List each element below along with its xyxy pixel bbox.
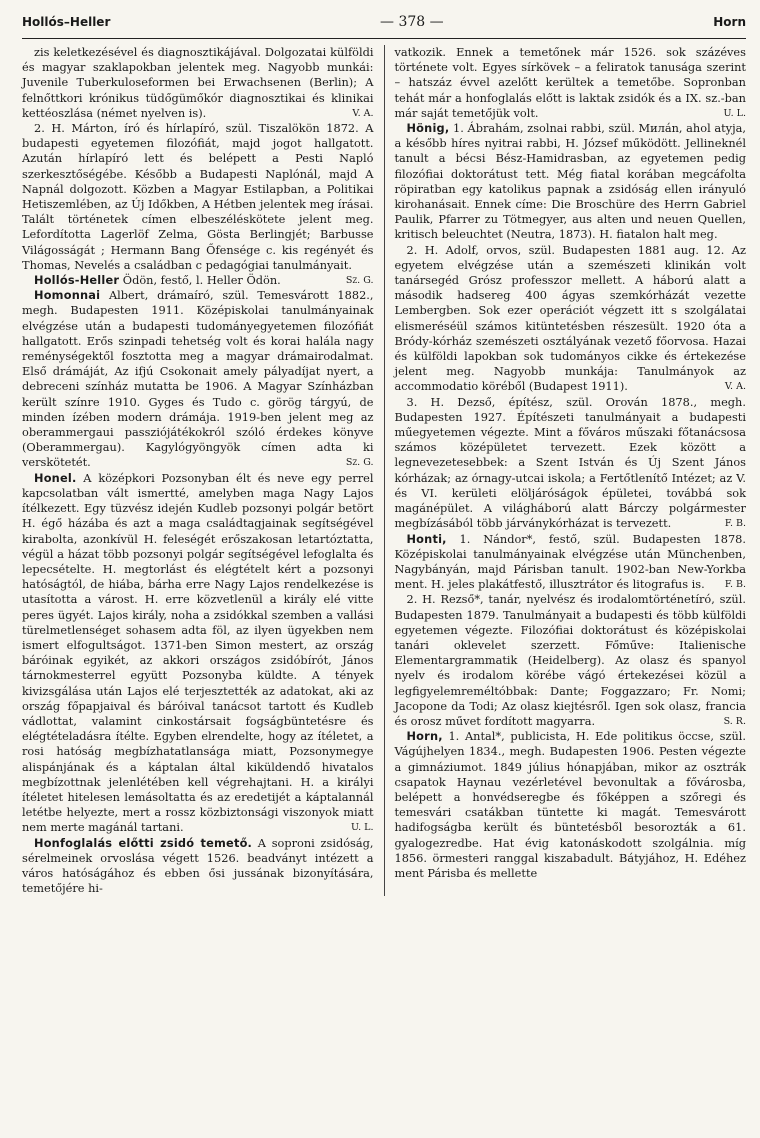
columns <box>22 45 746 896</box>
entry-text: Ödön, festő, l. Heller Ödön. <box>119 273 281 288</box>
dictionary-entry <box>394 121 746 243</box>
author-signature: F. B. <box>724 518 746 530</box>
header-left-term: Hollós–Heller <box>22 15 111 29</box>
header-rule <box>22 38 746 39</box>
entry-text: A középkori Pozsonyban élt és neve egy perrel kapcsolatban vált ismertté, amelyben maga Nagy Lajos ítélkezett. Egy tüzvész idején Kudleb pozsonyi polgár betört H. égő házába és azt a maga családtagjainak segítségével kirabolta, azonkívül H. feleségét erőszakosan letartóztatta, végül a házat több pozsonyi polgár segítségével lefoglalta és lepecsételte. H. megtorlást és elégtételt kért a pozsonyi hatóságtól, de hiába, bárha erre Nagy Lajos rendelkezése is utasította a várost. H. erre közvetlenül a király elé vitte peres ügyét. Lajos király, noha a zsidókkal szemben a vallási türelmetlenséget sohasem adta föl, az ilyen ügyekben nem ismert elfogultságot. 1371-ben Simon mestert, az ország báróinak egyikét, az akkori országos zsidóbírót, János tárnokmesterrel együtt Pozsonyba küldte. A tények kivizsgálása után Lajos elé terjesztették az adatokat, aki az ország főpapjaival és báróival tanácsot tartott és Kudleb vádlottat, valamint cinkostársait fogságbüntetésre és elégtételadásra ítélte. Egyben elrendelte, hogy az ítéletet, a rosi hatóság megbízhatatlansága miatt, Pozsonymegye alispánjának és a káptalan által kiküldendő hivatalos megbízottnak jelenlétében kell végrehajtani. H. a királyi ítéletet hitelesen lemásoltatta és az eredetijét a káptalannál letétbe helyezte, mert a rossz közbiztonsági viszonyok miatt nem merte magánál tartani. <box>22 470 374 835</box>
right-column <box>394 45 746 896</box>
author-signature: U. L. <box>723 107 746 119</box>
dictionary-entry <box>394 729 746 881</box>
entry-text: vatkozik. Ennek a temetőnek már 1526. sok százéves története volt. Egyes sírkövek – a feliratok tanusága szerint – hatszáz évvel azelőtt kerültek a temetőbe. Sopronban tehát már a honfoglalás előtt is laktak zsidók és a IX. sz.-ban már saját temetőjük volt. <box>394 45 746 120</box>
entry-text: Albert, drámaíró, szül. Temesvárott 1882., megh. Budapesten 1911. Középiskolai tanulmányainak elvégzése után a budapesti tudományegyetemen filozófiát hallgatott. Erős szinpadi tehetség volt és korai halála nagy reménységektől fosztotta meg a magyar drámairodalmat. Első drámáját, Az ifjú Csokonait amely pályadíjat nyert, a debreceni színház mutatta be 1906. A Magyar Színházban került színre 1910. Gyges és Tudo c. görög tárgyú, de minden ízében modern drámája. 1919-ben jelent meg az oberammergaui passziójátékokról szóló érdekes könyve (Oberammergau). Kagylógyöngyök címen adta ki verskötetét. <box>22 288 374 470</box>
page-number: — 378 — <box>380 14 444 30</box>
dictionary-entry <box>22 471 374 836</box>
entry-headword: Honel. <box>34 470 77 485</box>
entry-headword: Hollós-Heller <box>34 273 120 288</box>
entry-headword: Homonnai <box>34 288 101 303</box>
author-signature: U. L. <box>350 822 374 834</box>
author-signature: Sz. G. <box>345 275 374 287</box>
entry-headword: Honti, <box>406 531 447 546</box>
entry-text: 1. Antal*, publicista, H. Ede politikus öccse, szül. Vágújhelyen 1834., megh. Budapesten 1906. Pesten végezte a gimnáziumot. 1849 július hónapjában, mikor az osztrák csapatok Haynau vezérletével bevonultak a fővárosba, belépett a honvédseregbe és főképpen a szőregi és temesvári csatákban tüntette ki magát. Temesvárott hadifogságba került és büntetésből besorozták a 61. gyalogezredbe. Hat évig katonáskodott szolgálnia. míg 1856. örmesteri ranggal kiszabadult. Bátyjához, H. Edéhez ment Párisba és mellette <box>394 729 746 880</box>
entry-text: 3. H. Dezső, építész, szül. Orován 1878., megh. Budapesten 1927. Építészeti tanulmányait a budapesti műegyetemen végezte. Mint a főváros műszaki főtanácsosa számos középületet tervezett. Ezek között a legnevezetesebbek: a Szent István és Új Szent János kórházak; az órnagy-utcai iskola; a Fertőtlenítő Intézet; az V. és VI. kerületi elöljáróságok épületei, továbbá sok magánépület. A világháború alatt Bárczy polgármester megbízásából több járványkórházat is tervezett. <box>394 394 746 531</box>
entry-text: 1. Ábrahám, zsolnai rabbi, szül. Милán, ahol atyja, a később híres nyitrai rabbi, H. József működött. Jellineknél tanult a bécsi Bész-Hamidrasban, az egyetemen pedig filozófiai doktorátust tett. Még fiatal korában megcáfolta röpiratban egy katolikus papnak a zsidóság ellen irányuló kirohanásait. Ennek címe: Die Broschüre des Herrn Gabriel Paulik, Pfarrer zu Tötmegyer, aus alten und neuen Quellen, kritisch beleuchtet (Neutra, 1873). H. fiatalon halt meg. <box>394 121 746 242</box>
author-signature: S. R. <box>723 715 746 727</box>
header-right-term: Horn <box>713 15 746 29</box>
entry-text: 1. Nándor*, festő, szül. Budapesten 1878. Középiskolai tanulmányainak elvégzése után Münchenben, Nagybányán, majd Párisban tanult. 1902-ban New-Yorkba ment. H. jeles plakátfestő, illusztrátor és litografus is. <box>394 531 746 592</box>
column-divider <box>384 45 385 896</box>
entry-paragraph <box>394 395 746 532</box>
dictionary-entry <box>394 532 746 593</box>
page-header <box>22 14 746 36</box>
dictionary-entry <box>22 836 374 897</box>
entry-paragraph <box>394 592 746 729</box>
entry-paragraph <box>394 45 746 121</box>
entry-text: 2. H. Adolf, orvos, szül. Budapesten 1881 aug. 12. Az egyetem elvégzése után a szemészeti klinikán volt tanársegéd Grósz professzor mellett. A háború alatt a második hadsereg 400 ágyas szemkórházát vezette Lembergben. Sok ezer operációt végzett itt s szolgálatai elismeréséül számos kitüntetésben részesült. 1920 óta a Bródy-kórház szemészeti osztályának vezető főorvosa. Hazai és külföldi lapokban sok tudományos cikke és értekezése jelent meg. Nagyobb munkája: Tanulmányok az accommodatio köréből (Budapest 1911). <box>394 242 746 394</box>
entry-headword: Honfoglalás előtti zsidó temető. <box>34 835 253 850</box>
entry-text: A soproni zsidóság, sérelmeinek orvoslása végett 1526. beadványt intézett a város hatóságához és ebben ősi jussának bizonyítására, temetőjére hi- <box>22 835 374 896</box>
left-column <box>22 45 374 896</box>
entry-paragraph <box>22 45 374 121</box>
entry-text: 2. H. Rezső*, tanár, nyelvész és irodalomtörténetíró, szül. Budapesten 1879. Tanulmányait a budapesti és több külföldi egyetemen végezte. Filozófiai doktorátust és középiskolai tanári oklevelet szerzett. Főműve: Italienische Elementargrammatik (Heidelberg). Az olasz és spanyol nyelv és irodalom körébe vágó értekezései közül a legfigyelemreméltóbbak: Dante; Foggazzaro; Fr. Nomi; Jacopone da Todi; Az olasz kiejtésről. Igen sok olasz, francia és orosz művet fordított magyarra. <box>394 592 746 728</box>
dictionary-entry <box>22 273 374 288</box>
author-signature: V. A. <box>724 381 746 393</box>
author-signature: F. B. <box>724 579 746 591</box>
entry-paragraph <box>394 243 746 395</box>
dictionary-entry <box>22 288 374 470</box>
author-signature: Sz. G. <box>345 457 374 469</box>
entry-headword: Horn, <box>406 729 443 744</box>
entry-headword: Hönig, <box>406 121 450 136</box>
entry-text: zis keletkezésével és diagnosztikájával. Dolgozatai külföldi és magyar szaklapokban jelentek meg. Nagyobb munkái: Juvenile Tuberkuloseformen bei Erwachsenen (Berlin); A felnőttkori krónikus tüdőgümőkór diagnosztikai és klinikai kettéoszlása (német nyelven is). <box>22 45 374 120</box>
entry-text: 2. H. Márton, író és hírlapíró, szül. Tiszalökön 1872. A budapesti egyetemen filozófiát, majd jogot hallgatott. Azután hírlapíró lett és belépett a Pesti Napló szerkesztőségébe. Később a Budapesti Naplónál, majd A Napnál dolgozott. Közben a Magyar Estilapban, a Politikai Hetiszemlében, az Új Időkben, A Hétben jelentek meg írásai. Talált történetek címen elbeszéléskötete jelent meg. Lefordította Lagerlöf Zelma, Gösta Berlingjét; Barbusse Világosságát ; Hermann Bang Őfensége c. kis regényét és Thomas, Nevelés a családban c pedagógiai tanulmányait. <box>22 121 374 272</box>
author-signature: V. A. <box>352 107 374 119</box>
